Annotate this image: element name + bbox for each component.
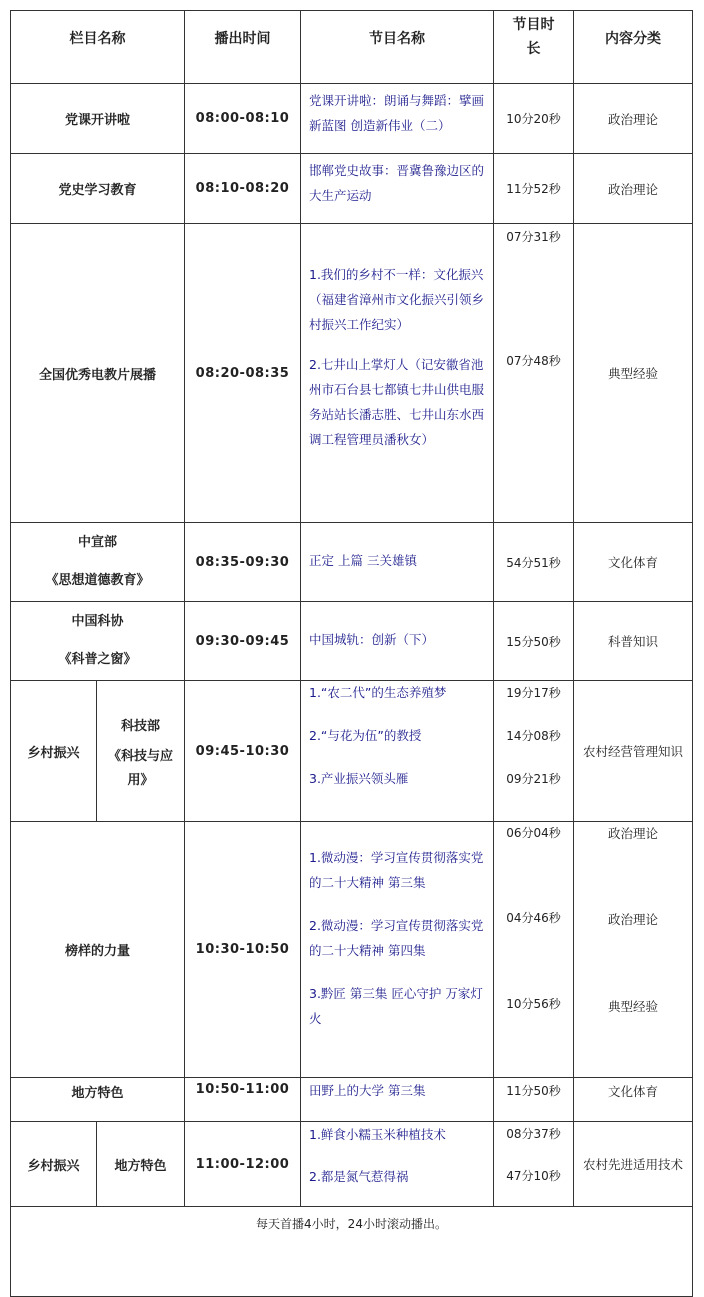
category: 科普知识 <box>574 602 693 681</box>
duration: 54分51秒 <box>494 523 574 602</box>
header-duration-line2: 长 <box>526 41 541 57</box>
header-duration <box>494 11 574 84</box>
column-name-line: 《科普之窗》 <box>58 652 137 667</box>
duration <box>494 224 574 523</box>
program-item: 中国城轨：创新（下） <box>309 631 435 647</box>
column-name: 党课开讲啦 <box>11 84 185 154</box>
program-item: 2.微动漫：学习宣传贯彻落实党的二十大精神 第四集 <box>309 918 484 958</box>
table-row <box>11 154 693 224</box>
schedule-table <box>10 10 693 1297</box>
category: 文化体育 <box>574 1078 693 1122</box>
column-name <box>11 602 185 681</box>
program-name <box>301 1122 494 1207</box>
broadcast-time: 10:30-10:50 <box>185 822 301 1078</box>
table-row <box>11 681 693 822</box>
category: 文化体育 <box>574 523 693 602</box>
program-name <box>301 154 494 224</box>
program-item: 1.我们的乡村不一样：文化振兴（福建省漳州市文化振兴引领乡村振兴工作纪实） <box>309 267 485 332</box>
broadcast-time: 11:00-12:00 <box>185 1122 301 1207</box>
broadcast-time: 09:45-10:30 <box>185 681 301 822</box>
program-item: 党课开讲啦：朗诵与舞蹈：擘画新蓝图 创造新伟业（二） <box>309 93 485 133</box>
program-item: 1.“农二代”的生态养殖梦 <box>309 685 447 700</box>
sub-column-name-line: 《科技与应用》 <box>107 749 173 788</box>
program-item: 1.鲜食小糯玉米种植技术 <box>309 1127 446 1142</box>
program-name <box>301 1078 494 1122</box>
sub-column-name <box>97 681 185 822</box>
header-program-name: 节目名称 <box>301 11 494 84</box>
category: 政治理论 <box>574 84 693 154</box>
table-row <box>11 224 693 523</box>
header-row <box>11 11 693 84</box>
duration: 15分50秒 <box>494 602 574 681</box>
table-row <box>11 1078 693 1122</box>
column-name <box>11 523 185 602</box>
program-name <box>301 681 494 822</box>
duration: 11分50秒 <box>494 1078 574 1122</box>
program-name <box>301 224 494 523</box>
sub-column-name: 地方特色 <box>97 1122 185 1207</box>
table-row <box>11 822 693 1078</box>
duration-item: 04分46秒 <box>506 911 561 925</box>
category: 典型经验 <box>574 224 693 523</box>
column-name: 乡村振兴 <box>11 1122 97 1207</box>
table-row <box>11 84 693 154</box>
category: 农村先进适用技术 <box>574 1122 693 1207</box>
broadcast-time: 08:35-09:30 <box>185 523 301 602</box>
table-row <box>11 1122 693 1207</box>
duration-item: 07分31秒 <box>506 230 561 244</box>
column-name-line: 《思想道德教育》 <box>45 573 150 588</box>
category: 政治理论 <box>574 154 693 224</box>
program-item: 邯郸党史故事：晋冀鲁豫边区的大生产运动 <box>309 163 485 203</box>
program-item: 2.都是氮气惹得祸 <box>309 1169 409 1184</box>
broadcast-time: 08:00-08:10 <box>185 84 301 154</box>
header-category: 内容分类 <box>574 11 693 84</box>
program-name <box>301 523 494 602</box>
header-broadcast-time: 播出时间 <box>185 11 301 84</box>
duration-item: 47分10秒 <box>506 1169 561 1183</box>
duration-item: 08分37秒 <box>506 1127 561 1141</box>
header-column-name: 栏目名称 <box>11 11 185 84</box>
column-name: 榜样的力量 <box>11 822 185 1078</box>
duration <box>494 1122 574 1207</box>
duration-item: 10分56秒 <box>506 997 561 1011</box>
footer-row <box>11 1207 693 1297</box>
category-item: 政治理论 <box>607 912 658 927</box>
column-name: 全国优秀电教片展播 <box>11 224 185 523</box>
table-row <box>11 602 693 681</box>
sub-column-name-line: 科技部 <box>120 719 160 734</box>
category: 农村经营管理知识 <box>574 681 693 822</box>
duration-item: 14分08秒 <box>506 729 561 743</box>
duration-item: 19分17秒 <box>506 686 561 700</box>
broadcast-time: 10:50-11:00 <box>185 1078 301 1122</box>
duration: 10分20秒 <box>494 84 574 154</box>
duration: 11分52秒 <box>494 154 574 224</box>
program-item: 田野上的大学 第三集 <box>309 1083 426 1098</box>
header-duration-line1: 节目时 <box>512 17 555 33</box>
program-item: 3.黔匠 第三集 匠心守护 万家灯火 <box>309 986 483 1026</box>
program-item: 正定 上篇 三关雄镇 <box>309 552 417 568</box>
program-item: 3.产业振兴领头雁 <box>309 771 409 786</box>
broadcast-time: 08:10-08:20 <box>185 154 301 224</box>
footer-note: 每天首播4小时，24小时滚动播出。 <box>11 1207 693 1297</box>
duration <box>494 822 574 1078</box>
program-name <box>301 84 494 154</box>
category-item: 政治理论 <box>607 826 658 841</box>
program-item: 2.七井山上掌灯人（记安徽省池州市石台县七都镇七井山供电服务站站长潘志胜、七井山东水西调工程管理员潘秋女） <box>309 357 485 447</box>
column-name: 党史学习教育 <box>11 154 185 224</box>
duration-item: 06分04秒 <box>506 826 561 840</box>
column-name: 地方特色 <box>11 1078 185 1122</box>
table-row <box>11 523 693 602</box>
category-item: 典型经验 <box>607 999 658 1014</box>
column-name-line: 中宣部 <box>77 535 117 550</box>
duration <box>494 681 574 822</box>
program-name <box>301 822 494 1078</box>
column-name-line: 中国科协 <box>71 614 124 629</box>
program-name <box>301 602 494 681</box>
broadcast-time: 08:20-08:35 <box>185 224 301 523</box>
program-item: 2.“与花为伍”的教授 <box>309 728 422 743</box>
program-item: 1.微动漫：学习宣传贯彻落实党的二十大精神 第三集 <box>309 850 484 890</box>
duration-item: 07分48秒 <box>506 354 561 368</box>
duration-item: 09分21秒 <box>506 772 561 786</box>
column-name: 乡村振兴 <box>11 681 97 822</box>
category <box>574 822 693 1078</box>
broadcast-time: 09:30-09:45 <box>185 602 301 681</box>
